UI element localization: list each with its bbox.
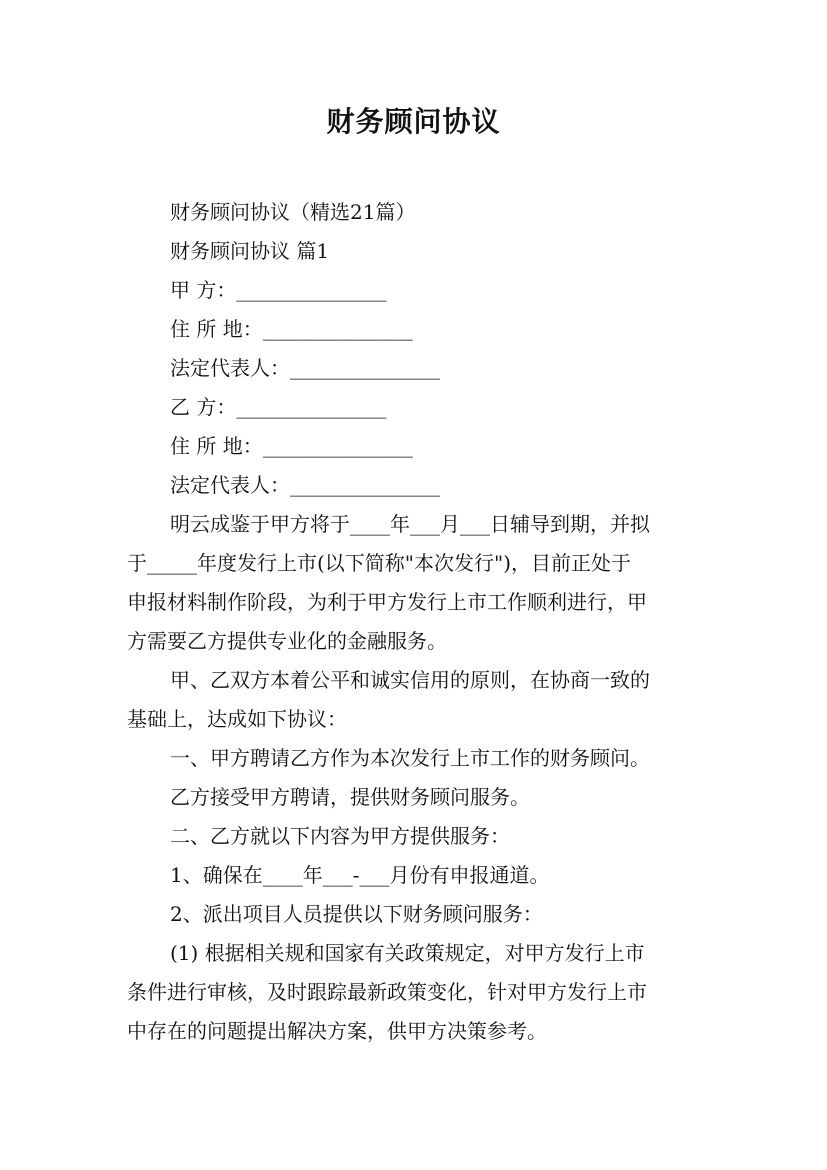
clause-line: 条件进行审核，及时跟踪最新政策变化，针对甲方发行上市: [127, 980, 647, 1004]
clause-line: 一、甲方聘请乙方作为本次发行上市工作的财务顾问。: [170, 746, 650, 770]
party-b-address-line: 住 所 地：_______________: [170, 434, 413, 458]
clause-line: 2、派出项目人员提供以下财务顾问服务：: [170, 902, 543, 926]
paragraph-line: 明云成鉴于甲方将于____年___月___日辅导到期，并拟: [170, 512, 650, 536]
party-b-line: 乙 方：_______________: [170, 395, 387, 419]
party-a-address-line: 住 所 地：_______________: [170, 317, 413, 341]
clause-line: 1、确保在____年___-___月份有申报通道。: [170, 863, 550, 887]
paragraph-line: 申报材料制作阶段，为利于甲方发行上市工作顺利进行，甲: [127, 590, 647, 614]
section-heading: 财务顾问协议 篇1: [170, 239, 330, 263]
party-a-line: 甲 方：_______________: [170, 278, 387, 302]
clause-line: 乙方接受甲方聘请，提供财务顾问服务。: [170, 785, 530, 809]
document-title: 财务顾问协议: [326, 105, 501, 138]
clause-line: 中存在的问题提出解决方案，供甲方决策参考。: [127, 1019, 547, 1043]
party-b-representative-line: 法定代表人：_______________: [170, 473, 440, 497]
paragraph-line: 于_____年度发行上市(以下简称"本次发行")，目前正处于: [127, 551, 632, 575]
subtitle-line: 财务顾问协议（精选21篇）: [170, 200, 416, 224]
paragraph-line: 方需要乙方提供专业化的金融服务。: [127, 629, 447, 653]
paragraph-line: 甲、乙双方本着公平和诚实信用的原则，在协商一致的: [170, 668, 650, 692]
clause-line: 二、乙方就以下内容为甲方提供服务：: [170, 824, 510, 848]
paragraph-line: 基础上，达成如下协议：: [127, 707, 347, 731]
party-a-representative-line: 法定代表人：_______________: [170, 356, 440, 380]
clause-line: (1) 根据相关规和国家有关政策规定，对甲方发行上市: [170, 941, 645, 965]
